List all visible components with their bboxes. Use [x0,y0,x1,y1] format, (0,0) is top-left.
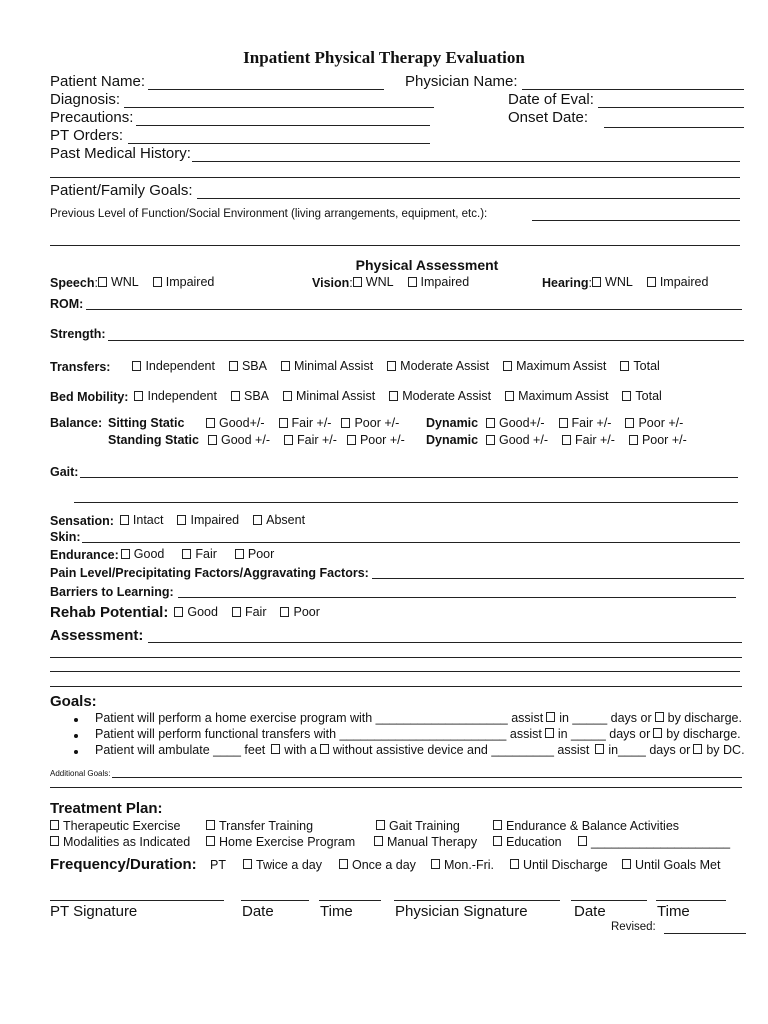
standing-dynamic-label: Dynamic [426,433,479,447]
precautions-label: Precautions: [50,109,134,126]
option-label: Independent [145,359,215,373]
option-label: Manual Therapy [387,835,478,849]
physician-name-label: Physician Name: [405,73,518,90]
past-medical-history-line2[interactable] [50,177,740,178]
transfers-option[interactable] [503,359,606,373]
physician-signature-field[interactable] [394,900,560,901]
checkbox[interactable] [546,712,555,722]
checkbox[interactable] [592,277,601,287]
goal-text: in _____ days or [559,711,652,725]
option-label: Mon.-Fri. [444,858,494,872]
sensation-option[interactable] [120,513,164,527]
previous-level-line2[interactable] [50,245,740,246]
patient-name-field[interactable] [148,89,384,90]
checkbox[interactable] [693,744,702,754]
option-label: Fair +/- [571,416,612,430]
revised-field[interactable] [664,933,746,934]
option-label: Good +/- [499,433,548,447]
date1-field[interactable] [241,900,309,901]
balance-option[interactable] [486,416,545,430]
frequency-option[interactable] [622,858,720,872]
option-label: Minimal Assist [296,389,376,403]
endurance-label: Endurance: [50,548,119,562]
option-label: Gait Training [389,819,460,833]
option-label: Good+/- [219,416,265,430]
option-label: Good [133,547,165,561]
checkbox[interactable] [647,277,656,287]
sensation-option[interactable] [177,513,239,527]
date1-label: Date [242,903,274,920]
speech-label: Speech [50,276,95,290]
option-label: ____________________ [591,835,731,849]
date2-label: Date [574,903,606,920]
hearing-wnl[interactable] [592,275,633,289]
endurance-option[interactable] [121,547,165,561]
rehab-option[interactable] [232,605,267,619]
goal-text: without assistive device and _________ assist [332,743,590,757]
transfers-option[interactable] [387,359,489,373]
standing-dynamic-options [486,433,701,447]
option-label: Moderate Assist [402,389,492,403]
option-label: Maximum Assist [518,389,609,403]
vision-colon: : [349,276,353,290]
option-label: Fair [244,605,267,619]
option-label: Absent [266,513,306,527]
option-label: Independent [147,389,217,403]
option-label: Impaired [165,275,215,289]
option-label: Maximum Assist [516,359,607,373]
option-label: Fair +/- [297,433,337,447]
checkbox[interactable] [347,435,356,445]
checkbox[interactable] [622,391,631,401]
checkbox[interactable] [284,435,293,445]
date-of-eval-field[interactable] [598,107,744,108]
checkbox[interactable] [153,277,162,287]
transfers-option[interactable] [132,359,215,373]
option-label: Impaired [659,275,709,289]
date2-field[interactable] [571,900,647,901]
assessment-line4[interactable] [50,686,742,687]
checkbox[interactable] [595,744,604,754]
pt-signature-label: PT Signature [50,903,138,920]
checkbox[interactable] [493,820,502,830]
option-label: WNL [365,275,394,289]
goal-text: in____ days or [608,743,691,757]
strength-field[interactable] [108,340,744,341]
checkbox[interactable] [339,859,348,869]
physical-assessment-heading: Physical Assessment [355,257,499,273]
checkbox[interactable] [271,744,280,754]
checkbox[interactable] [229,361,238,371]
option-label: Moderate Assist [400,359,490,373]
pt-signature-field[interactable] [50,900,224,901]
vision-label: Vision [312,276,350,290]
checkbox[interactable] [559,418,568,428]
option-label: Until Goals Met [635,858,721,872]
pt-orders-field[interactable] [128,143,430,144]
previous-level-field[interactable] [532,220,740,221]
checkbox[interactable] [206,418,215,428]
gait-label: Gait: [50,465,79,479]
rom-field[interactable] [86,309,742,310]
gait-field-line2[interactable] [74,502,738,503]
checkbox[interactable] [341,418,350,428]
sensation-option[interactable] [253,513,305,527]
option-label: Twice a day [256,858,323,872]
treatment-option[interactable] [206,819,313,833]
frequency-option[interactable] [339,858,416,872]
option-label: Until Discharge [523,858,608,872]
checkbox[interactable] [50,820,59,830]
checkbox[interactable] [625,418,634,428]
checkbox[interactable] [177,515,186,525]
checkbox[interactable] [50,836,59,846]
checkbox[interactable] [206,820,215,830]
option-label: Therapeutic Exercise [63,819,181,833]
option-label: Good+/- [499,416,545,430]
balance-option[interactable] [208,433,270,447]
standing-static-options [208,433,419,447]
family-goals-field[interactable] [197,198,740,199]
diagnosis-label: Diagnosis: [50,91,121,108]
goal-text: by discharge. [666,727,741,741]
option-label: Total [633,359,660,373]
checkbox[interactable] [120,515,129,525]
option-label: Education [506,835,562,849]
assessment-line2[interactable] [50,657,742,658]
goal-text: Patient will ambulate ____ feet [95,743,266,757]
sitting-dynamic-options [486,416,697,430]
balance-option[interactable] [486,433,548,447]
rehab-row [50,604,334,621]
option-label: Poor +/- [354,416,400,430]
checkbox[interactable] [655,712,664,722]
pain-label: Pain Level/Precipitating Factors/Aggravating Factors: [50,566,369,580]
option-label: Fair +/- [575,433,615,447]
option-label: Intact [132,513,164,527]
checkbox[interactable] [235,549,244,559]
speech-impaired[interactable] [153,275,215,289]
checkbox[interactable] [174,607,183,617]
frequency-option[interactable] [243,858,322,872]
checkbox[interactable] [505,391,514,401]
bed-mobility-row [50,389,676,404]
checkbox[interactable] [206,836,215,846]
option-label: Modalities as Indicated [63,835,191,849]
treatment-option[interactable] [493,835,562,849]
checkbox[interactable] [374,836,383,846]
option-label: SBA [241,359,267,373]
balance-option[interactable] [279,416,332,430]
speech-colon: : [94,276,98,290]
checkbox[interactable] [243,859,252,869]
option-label: Impaired [420,275,470,289]
option-label: WNL [605,275,633,289]
sitting-static-label: Sitting Static [108,416,185,430]
option-label: Good [187,605,218,619]
option-label: Poor +/- [641,433,687,447]
option-label: Home Exercise Program [219,835,356,849]
bed-mobility-option[interactable] [505,389,608,403]
balance-label: Balance: [50,416,103,430]
onset-date-field[interactable] [604,127,744,128]
goal-item [95,727,741,741]
checkbox[interactable] [281,361,290,371]
option-label: WNL [110,275,139,289]
rehab-option[interactable] [174,605,218,619]
treatment-option-other[interactable] [578,835,730,849]
treatment-option[interactable] [50,819,180,833]
onset-date-label: Onset Date: [508,109,589,126]
bed-mobility-option[interactable] [283,389,375,403]
speech-wnl[interactable] [98,275,139,289]
barriers-field[interactable] [178,597,736,598]
previous-level-label: Previous Level of Function/Social Environment (living arrangements, equipment, etc.): [50,208,488,220]
pt-orders-label: PT Orders: [50,127,124,144]
option-label: Poor +/- [638,416,684,430]
option-label: Fair [195,547,217,561]
diagnosis-field[interactable] [124,107,434,108]
goal-text: by DC. [706,743,745,757]
standing-static-label: Standing Static [108,433,199,447]
assessment-line3[interactable] [50,671,740,672]
sensation-label: Sensation: [50,514,114,528]
checkbox[interactable] [231,391,240,401]
option-label: SBA [243,389,269,403]
endurance-option[interactable] [182,547,217,561]
checkbox[interactable] [622,859,631,869]
past-medical-history-field[interactable] [192,161,740,162]
hearing-colon: : [588,276,593,290]
checkbox[interactable] [208,435,217,445]
sensation-row [50,513,319,528]
bed-mobility-option[interactable] [389,389,491,403]
treatment-option[interactable] [374,835,477,849]
form-title: Inpatient Physical Therapy Evaluation [243,48,525,67]
balance-option[interactable] [629,433,687,447]
additional-goals-line2[interactable] [50,787,742,788]
rehab-option[interactable] [280,605,319,619]
goals-heading: Goals: [50,693,97,710]
endurance-row [50,547,288,562]
checkbox[interactable] [486,418,495,428]
pain-field[interactable] [372,578,744,579]
frequency-option[interactable] [431,858,494,872]
checkbox[interactable] [320,744,329,754]
sitting-dynamic-label: Dynamic [426,416,479,430]
frequency-option[interactable] [510,858,608,872]
goal-text: in _____ days or [557,727,651,741]
balance-option[interactable] [562,433,615,447]
checkbox[interactable] [431,859,440,869]
frequency-pt-label: PT [210,858,226,872]
vision-impaired[interactable] [408,275,470,289]
hearing-impaired[interactable] [647,275,709,289]
checkbox[interactable] [98,277,107,287]
checkbox[interactable] [132,361,141,371]
checkbox[interactable] [408,277,417,287]
goal-item [95,743,745,757]
option-label: Once a day [352,858,416,872]
physician-name-field[interactable] [522,89,744,90]
treatment-plan-heading: Treatment Plan: [50,800,163,817]
checkbox[interactable] [653,728,662,738]
checkbox[interactable] [232,607,241,617]
checkbox[interactable] [387,361,396,371]
time1-label: Time [320,903,353,920]
bullet-icon [74,718,78,722]
skin-field[interactable] [82,542,740,543]
frequency-label: Frequency/Duration: [50,856,197,873]
additional-goals-label: Additional Goals: [50,769,111,778]
balance-option[interactable] [347,433,405,447]
checkbox[interactable] [486,435,495,445]
transfers-row [50,359,674,374]
bullet-icon [74,734,78,738]
time2-label: Time [657,903,690,920]
goal-text: Patient will perform a home exercise program with ___________________ assist [95,711,544,725]
transfers-option[interactable] [281,359,373,373]
checkbox[interactable] [545,728,554,738]
treatment-option[interactable] [376,819,460,833]
treatment-option[interactable] [493,819,679,833]
option-label: Transfer Training [219,819,314,833]
checkbox[interactable] [353,277,362,287]
checkbox[interactable] [182,549,191,559]
option-label: Poor [247,547,275,561]
bed-mobility-option[interactable] [134,389,217,403]
patient-name-label: Patient Name: [50,73,146,90]
checkbox[interactable] [620,361,629,371]
transfers-label: Transfers: [50,360,111,374]
option-label: Good +/- [221,433,270,447]
checkbox[interactable] [389,391,398,401]
option-label: Total [635,389,662,403]
balance-option[interactable] [625,416,683,430]
assessment-field[interactable] [148,642,742,643]
barriers-label: Barriers to Learning: [50,585,174,599]
gait-field[interactable] [80,477,738,478]
balance-option[interactable] [341,416,399,430]
revised-label: Revised: [611,921,656,933]
option-label: Impaired [190,513,240,527]
transfers-option[interactable] [620,359,659,373]
rom-label: ROM: [50,297,84,311]
sitting-static-options [206,416,413,430]
physician-signature-label: Physician Signature [395,903,528,920]
checkbox[interactable] [562,435,571,445]
additional-goals-field[interactable] [112,777,742,778]
bed-mobility-option[interactable] [231,389,269,403]
checkbox[interactable] [253,515,262,525]
option-label: Poor +/- [359,433,405,447]
endurance-option[interactable] [235,547,274,561]
precautions-field[interactable] [136,125,430,126]
goal-text: by discharge. [667,711,742,725]
checkbox[interactable] [510,859,519,869]
balance-option[interactable] [284,433,337,447]
checkbox[interactable] [283,391,292,401]
option-label: Fair +/- [291,416,332,430]
goal-item [95,711,742,725]
balance-option[interactable] [559,416,612,430]
goal-text: with a [284,743,317,757]
strength-label: Strength: [50,327,106,341]
transfers-option[interactable] [229,359,267,373]
checkbox[interactable] [493,836,502,846]
hearing-label: Hearing [542,276,589,290]
time2-field[interactable] [656,900,726,901]
option-label: Endurance & Balance Activities [506,819,680,833]
vision-wnl[interactable] [353,275,394,289]
checkbox[interactable] [578,836,587,846]
checkbox[interactable] [376,820,385,830]
bullet-icon [74,750,78,754]
bed-mobility-label: Bed Mobility: [50,390,129,404]
checkbox[interactable] [503,361,512,371]
time1-field[interactable] [319,900,381,901]
checkbox[interactable] [280,607,289,617]
checkbox[interactable] [121,549,130,559]
balance-option[interactable] [206,416,265,430]
family-goals-label: Patient/Family Goals: [50,182,193,199]
goal-text: Patient will perform functional transfers with ________________________ assist [95,727,542,741]
rehab-label: Rehab Potential: [50,604,169,621]
checkbox[interactable] [134,391,143,401]
option-label: Minimal Assist [293,359,374,373]
date-of-eval-label: Date of Eval: [508,91,594,108]
past-medical-history-label: Past Medical History: [50,145,191,162]
option-label: Poor [293,605,320,619]
checkbox[interactable] [629,435,638,445]
skin-label: Skin: [50,530,81,544]
assessment-label: Assessment: [50,627,144,644]
treatment-option[interactable] [50,835,190,849]
treatment-option[interactable] [206,835,355,849]
bed-mobility-option[interactable] [622,389,661,403]
checkbox[interactable] [279,418,288,428]
